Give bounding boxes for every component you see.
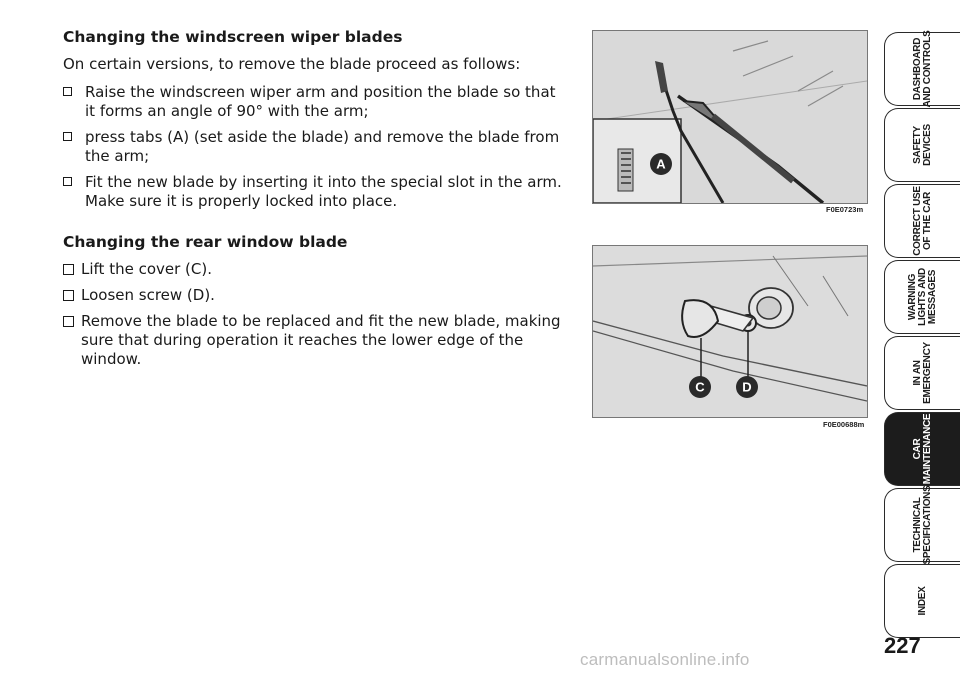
callout-c-label: C: [695, 379, 705, 395]
list-item: Loosen screw (D).: [63, 286, 563, 305]
list-item: Raise the windscreen wiper arm and position the blade so that it forms an angle of 90° with the arm;: [63, 83, 563, 121]
checkbox-bullet-icon: [63, 290, 74, 301]
tab-index[interactable]: INDEX: [884, 564, 960, 638]
tab-correct-use[interactable]: CORRECT USE OF THE CAR: [884, 184, 960, 258]
list-item: Lift the cover (C).: [63, 260, 563, 279]
list-item: Remove the blade to be replaced and fit the new blade, making sure that during operation it reaches the lower edge of the window.: [63, 312, 563, 369]
checkbox-bullet-icon: [63, 264, 74, 275]
checkbox-bullet-icon: [63, 132, 72, 141]
figure-rear-wiper: [592, 245, 868, 418]
tab-safety-devices[interactable]: SAFETY DEVICES: [884, 108, 960, 182]
tab-car-maintenance[interactable]: CAR MAINTENANCE: [884, 412, 960, 486]
tab-in-an-emergency[interactable]: IN AN EMERGENCY: [884, 336, 960, 410]
figure-code: F0E0723m: [826, 205, 864, 214]
section-heading-windscreen: Changing the windscreen wiper blades: [63, 28, 403, 46]
checkbox-bullet-icon: [63, 87, 72, 96]
callout-a-icon: [648, 151, 674, 177]
intro-paragraph: On certain versions, to remove the blade proceed as follows:: [63, 55, 521, 73]
section-heading-rear: Changing the rear window blade: [63, 233, 348, 251]
callout-c-icon: [687, 374, 713, 400]
callout-a-label: A: [656, 156, 666, 172]
tab-technical-specifications[interactable]: TECHNICAL SPECIFICATIONS: [884, 488, 960, 562]
callout-d-label: D: [742, 379, 752, 395]
list-item: press tabs (A) (set aside the blade) and remove the blade from the arm;: [63, 128, 563, 166]
callout-d-icon: [734, 374, 760, 400]
watermark: carmanualsonline.info: [580, 650, 750, 669]
tab-warning-lights[interactable]: WARNING LIGHTS AND MESSAGES: [884, 260, 960, 334]
list-item: Fit the new blade by inserting it into the special slot in the arm. Make sure it is properly locked into place.: [63, 173, 563, 211]
checkbox-bullet-icon: [63, 316, 74, 327]
tab-dashboard-and-controls[interactable]: DASHBOARD AND CONTROLS: [884, 32, 960, 106]
page-number: 227: [884, 633, 921, 658]
checkbox-bullet-icon: [63, 177, 72, 186]
main-content: [63, 28, 563, 376]
figure-windscreen-wiper: [592, 30, 868, 204]
figure-code: F0E00688m: [823, 420, 865, 429]
